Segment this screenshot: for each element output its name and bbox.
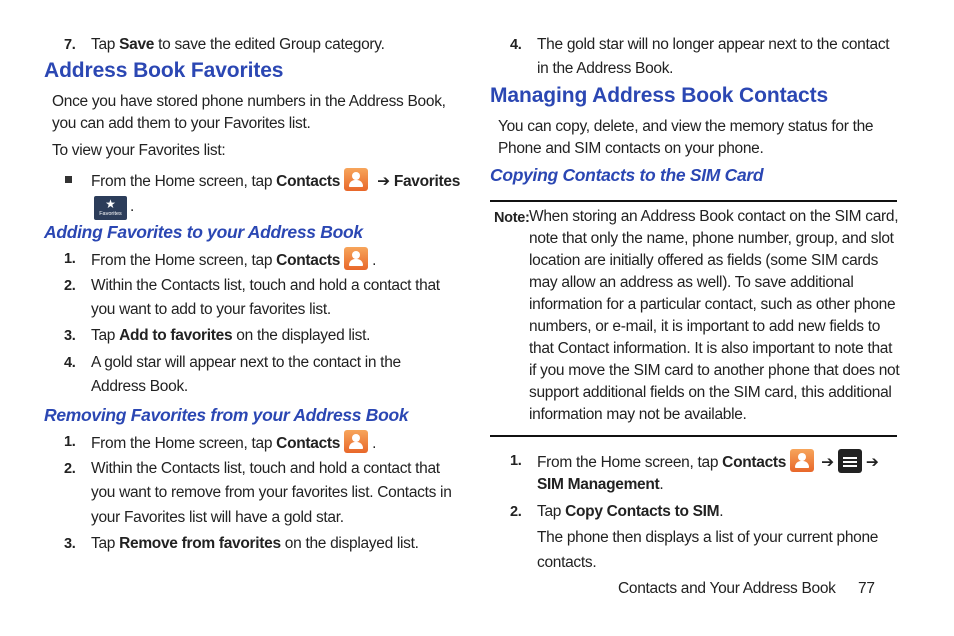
contacts-app-icon [790,449,814,472]
menu-key-icon [838,449,862,473]
step-7 [64,33,385,57]
contacts-term: Contacts [276,173,341,190]
step-text: to save the edited Group category. [154,36,385,53]
adding-step-4-cont: Address Book. [91,378,188,395]
address-book-favorites-heading: Address Book Favorites [44,59,284,82]
step-text: From the Home screen, tap [91,435,277,452]
step-number: 2. [64,461,76,477]
step-number: 4. [510,37,522,53]
step-text: A gold star will appear next to the contact in the [91,354,401,371]
arrow-icon: ➔ [865,454,879,471]
bullet-square-icon [65,176,72,183]
step-text: on the displayed list. [232,327,371,344]
sim-management-term: SIM Management [537,476,660,493]
note-line: location are initially offered as fields (some SIM cards [529,252,879,269]
step-number: 4. [64,355,76,371]
removing-step-2-cont: your Favorites list will have a gold star. [91,509,344,526]
copy-contacts-to-sim-term: Copy Contacts to SIM [565,503,720,520]
removing-step-1 [64,430,377,454]
step-text: From the Home screen, tap [91,252,277,269]
remove-from-favorites-term: Remove from favorites [119,535,281,552]
step-text: Within the Contacts list, touch and hold a contact that [91,460,440,477]
step-number: 1. [64,434,76,450]
view-favorites-text: To view your Favorites list: [52,142,226,159]
contacts-term: Contacts [276,252,341,269]
step-number: 2. [510,504,522,520]
contacts-app-icon [344,247,368,270]
sim-step-2-cont: contacts. [537,554,597,571]
intro-line-2: you can add them to your Favorites list. [52,115,311,132]
note-text [529,206,899,426]
bullet-item [91,168,460,194]
arrow-icon: ➔ [821,454,834,471]
save-term: Save [119,36,155,53]
adding-step-2 [64,274,440,298]
step-text: Tap [91,535,120,552]
note-line: support additional fields on the SIM card, this additional [529,384,892,401]
favorites-term: Favorites [393,173,461,190]
sim-step-1 [510,449,879,473]
page-number: 77 [858,580,875,597]
removing-step-3 [64,532,419,556]
step-text: . [659,476,664,493]
adding-step-3 [64,324,371,348]
copying-contacts-heading: Copying Contacts to the SIM Card [490,165,764,185]
step-4-cont: in the Address Book. [537,60,674,77]
step-number: 3. [64,328,76,344]
step-text: The gold star will no longer appear next to the contact [537,36,890,53]
star-icon: ★ [105,197,116,211]
note-line: note that only the name, phone number, group, and slot [529,230,894,247]
contacts-app-icon [344,168,368,191]
managing-line-2: Phone and SIM contacts on your phone. [498,140,764,157]
step-number: 1. [510,453,522,469]
adding-step-1 [64,247,377,271]
sim-step-2 [510,500,724,524]
removing-step-2-cont: you want to remove from your favorites list. Contacts in [91,484,452,501]
intro-line-1: Once you have stored phone numbers in the Address Book, [52,93,446,110]
adding-step-2-cont: you want to add to your favorites list. [91,301,331,318]
contacts-app-icon [344,430,368,453]
note-top-divider [490,200,897,202]
step-number: 2. [64,278,76,294]
removing-favorites-heading: Removing Favorites from your Address Book [44,405,409,425]
note-line: that Contact information. It is also important to note that [529,340,893,357]
step-text: From the Home screen, tap [537,454,723,471]
note-line: information may not be available. [529,406,747,423]
step-text: Tap [91,36,120,53]
step-4 [510,33,890,57]
managing-line-1: You can copy, delete, and view the memory status for the [498,118,874,135]
adding-step-4 [64,351,401,375]
step-text: Tap [537,503,566,520]
step-text: on the displayed list. [280,535,419,552]
note-line: if you move the SIM card to another phone that does not [529,362,900,379]
managing-contacts-heading: Managing Address Book Contacts [490,84,829,107]
favorites-tab-icon [94,196,127,220]
step-text: . [372,435,377,452]
sim-step-1-cont [537,473,663,497]
arrow-icon: ➔ [377,173,390,190]
add-to-favorites-term: Add to favorites [119,327,233,344]
step-text: Within the Contacts list, touch and hold a contact that [91,277,440,294]
step-text: . [719,503,724,520]
note-bottom-divider [490,435,897,437]
step-number: 7. [64,37,76,53]
footer-section-title: Contacts and Your Address Book [618,580,836,597]
favorites-icon-caption: Favorites [99,211,122,217]
bullet-text: From the Home screen, tap [91,173,277,190]
note-line: numbers, or e-mail, it is important to add new fields to [529,318,881,335]
adding-favorites-heading: Adding Favorites to your Address Book [44,222,363,242]
note-label: Note: [494,210,530,226]
sim-step-2-cont: The phone then displays a list of your current phone [537,529,879,546]
step-text: . [372,252,377,269]
note-line: may allow an address as well). To save additional [529,274,854,291]
removing-step-2 [64,457,440,481]
period: . [130,198,135,215]
contacts-term: Contacts [722,454,787,471]
note-line: When storing an Address Book contact on the SIM card, [529,208,899,225]
note-line: information for a particular contact, such as other phone [529,296,896,313]
contacts-term: Contacts [276,435,341,452]
step-number: 1. [64,251,76,267]
step-number: 3. [64,536,76,552]
step-text: Tap [91,327,120,344]
